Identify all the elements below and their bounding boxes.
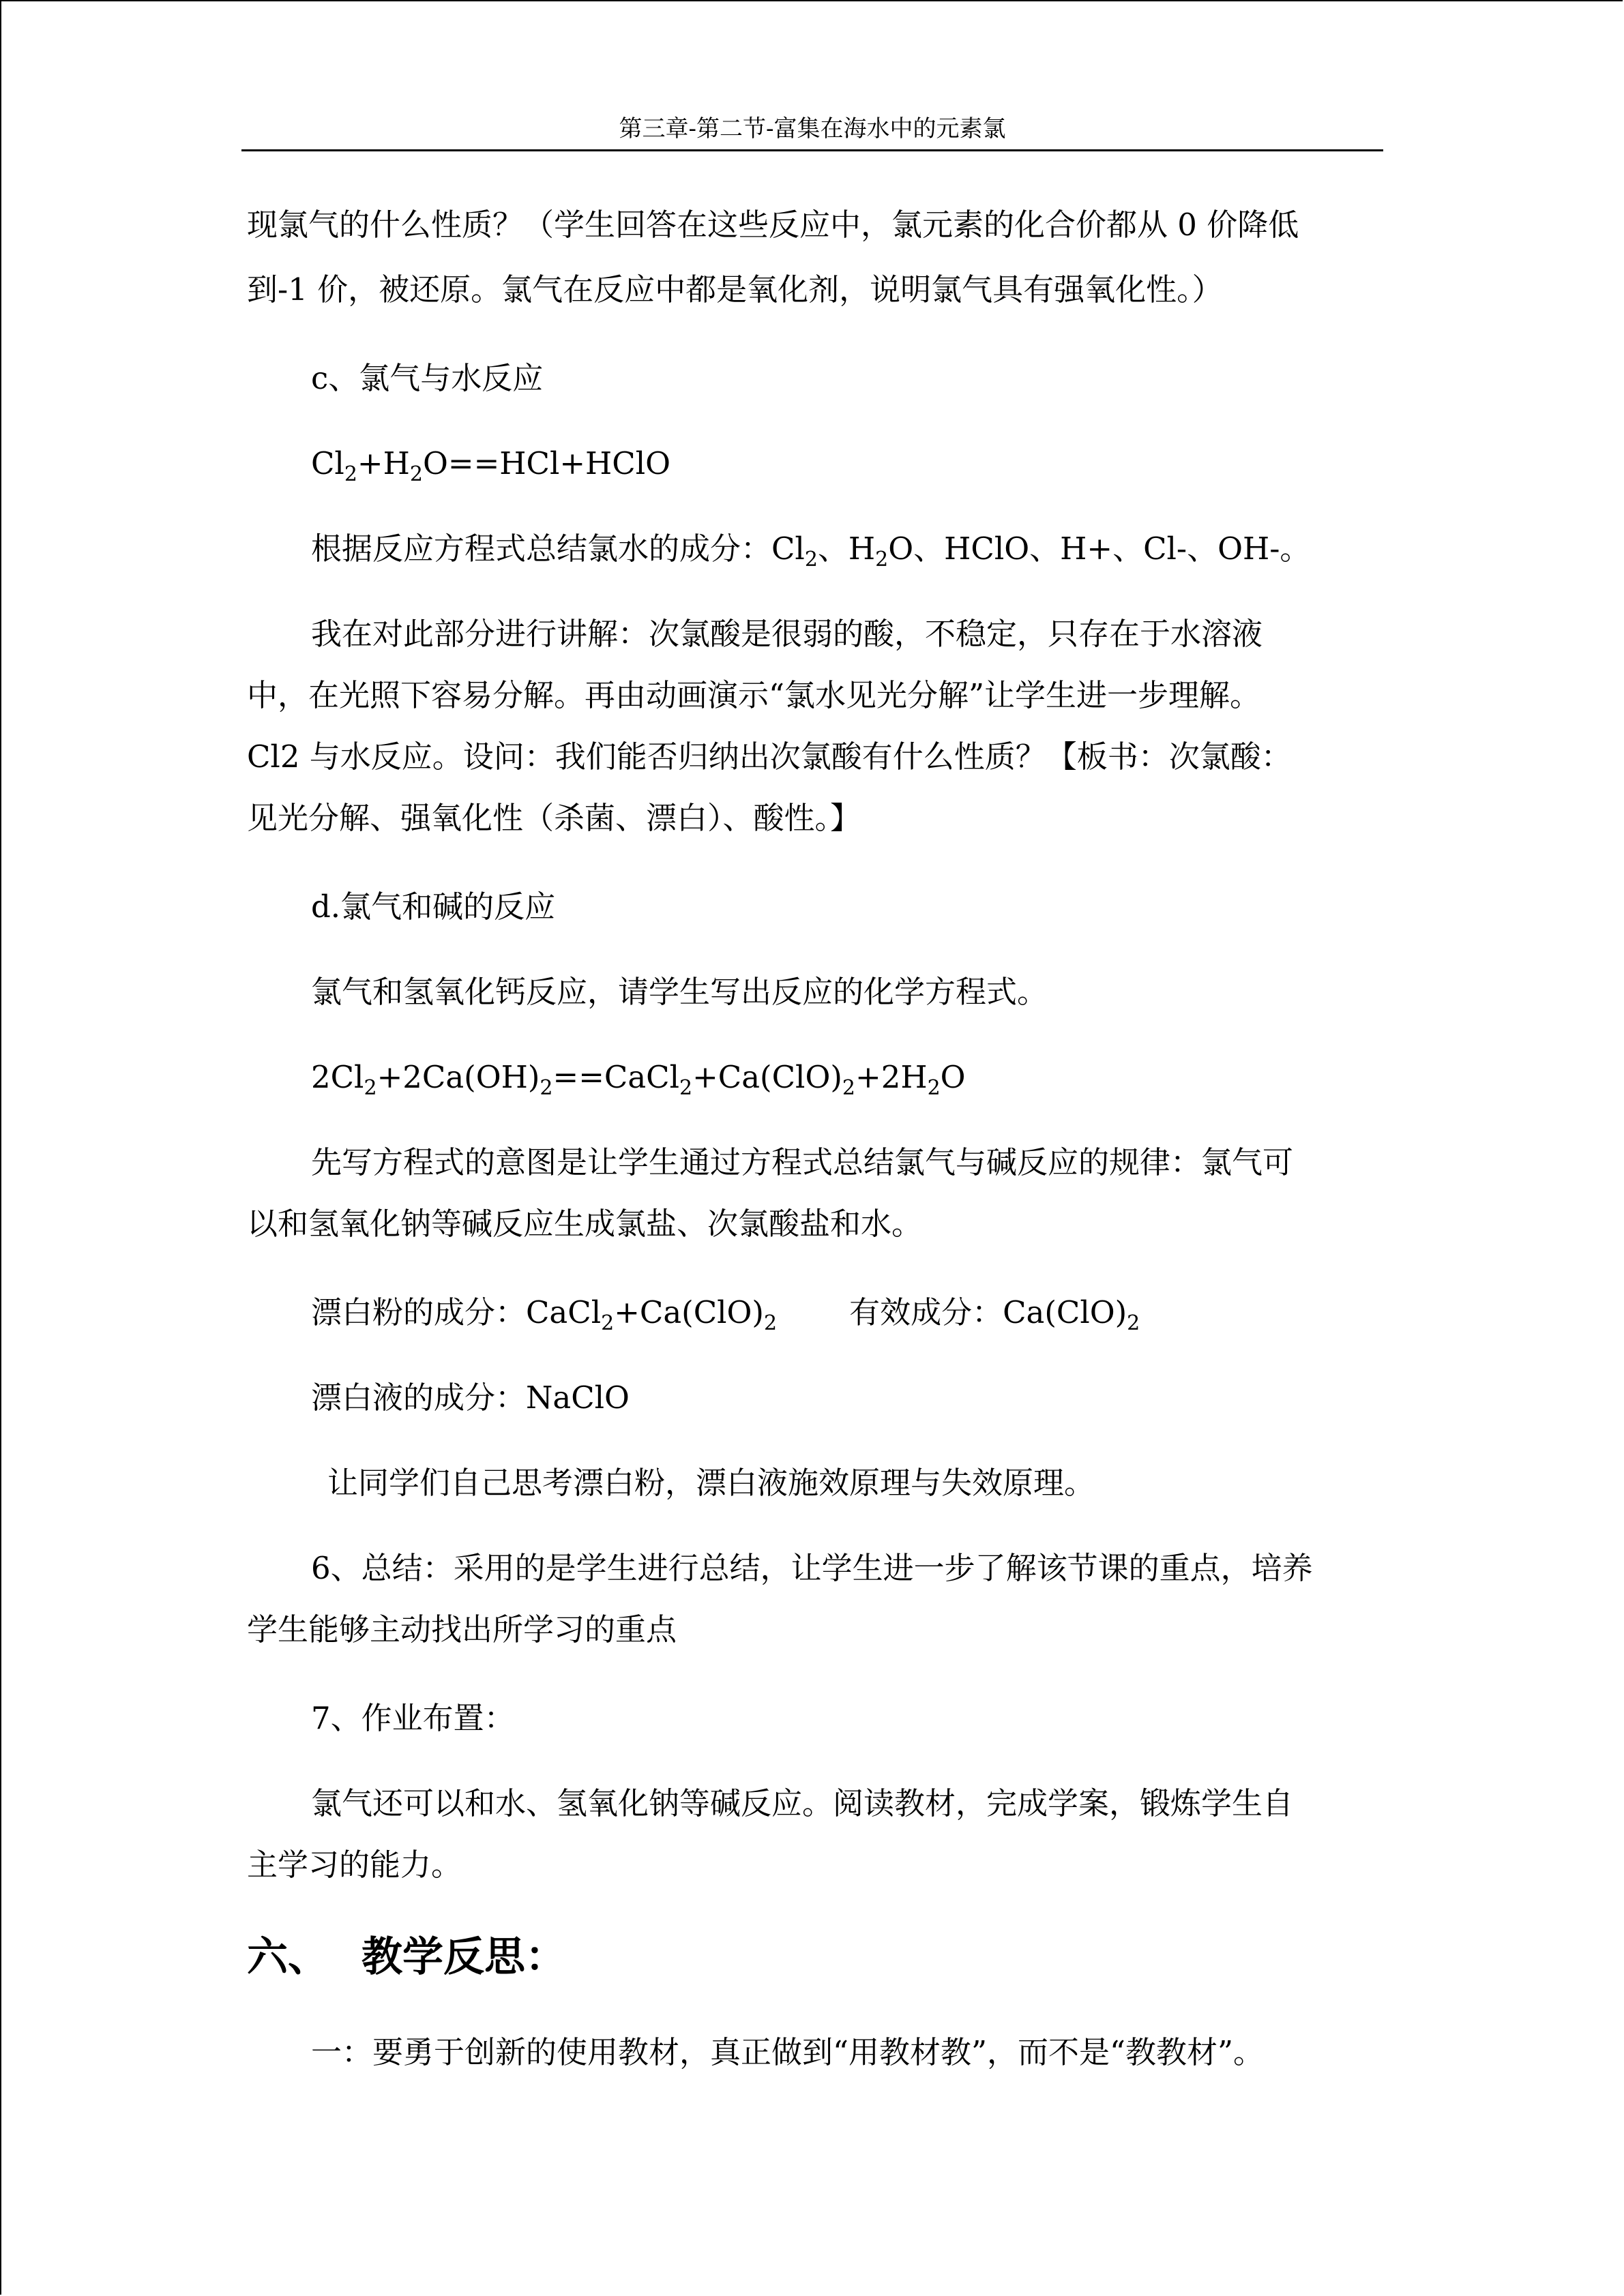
paragraph-line: 到-1 价，被还原。氯气在反应中都是氧化剂，说明氯气具有强氧化性。） [247,271,1223,308]
equation-chlorine-calcium-hydroxide: $2Cl_2+2Ca(OH)_2==CaCl_2+Ca(ClO)_2+2H_2O$ [311,1059,966,1100]
page-header-title: 第三章-第二节-富集在海水中的元素氯 [619,115,1006,143]
paragraph-line: 中，在光照下容易分解。再由动画演示“氯水见光分解”让学生进一步理解。 [247,677,1261,713]
section-heading-teaching-reflection: 六、 教学反思： [247,1933,566,1981]
paragraph-line: 让同学们自己思考漂白粉，漂白液施效原理与失效原理。 [327,1465,1095,1501]
paragraph-line: 6、总结：采用的是学生进行总结，让学生进一步了解该节课的重点，培养 [311,1550,1313,1586]
subsection-title-chlorine-base: d.氯气和碱的反应 [311,889,556,925]
bleach-solution-components: 漂白液的成分：NaClO [311,1380,630,1416]
paragraph-line: 主学习的能力。 [247,1847,462,1883]
paragraph-line: 现氯气的什么性质？（学生回答在这些反应中，氯元素的化合价都从 0 价降低 [247,207,1299,243]
header-rule [241,149,1383,151]
paragraph-line: 氯气和氢氧化钙反应，请学生写出反应的化学方程式。 [311,974,1048,1010]
paragraph-line: 我在对此部分进行讲解：次氯酸是很弱的酸，不稳定，只存在于水溶液 [311,616,1263,652]
homework-title: 7、作业布置： [311,1700,515,1736]
paragraph-line: 先写方程式的意图是让学生通过方程式总结氯气与碱反应的规律：氯气可 [311,1144,1294,1180]
equation-chlorine-water: $Cl_2+H_2O==HCl+HClO$ [311,445,671,486]
paragraph-line: 根据反应方程式总结氯水的成分：$Cl_2$、$H_2O$、HClO、H+、Cl-、OH-。 [311,531,1311,571]
paragraph-line: 以和氢氧化钠等碱反应生成氯盐、次氯酸盐和水。 [247,1206,923,1242]
paragraph-line: Cl2 与水反应。设问：我们能否归纳出次氯酸有什么性质？【板书：次氯酸： [247,739,1292,775]
paragraph-line: 氯气还可以和水、氢氧化钠等碱反应。阅读教材，完成学案，锻炼学生自 [311,1785,1294,1821]
bleaching-powder-components: 漂白粉的成分：$CaCl_2+Ca(ClO)_2$ 有效成分：$Ca(ClO)_2$ [311,1294,1140,1335]
paragraph-line: 见光分解、强氧化性（杀菌、漂白）、酸性。】 [247,800,861,836]
paragraph-line: 学生能够主动找出所学习的重点 [247,1611,677,1648]
subsection-title-chlorine-water: c、氯气与水反应 [311,360,544,396]
paragraph-line: 一：要勇于创新的使用教材，真正做到“用教材教”，而不是“教教材”。 [311,2034,1265,2070]
